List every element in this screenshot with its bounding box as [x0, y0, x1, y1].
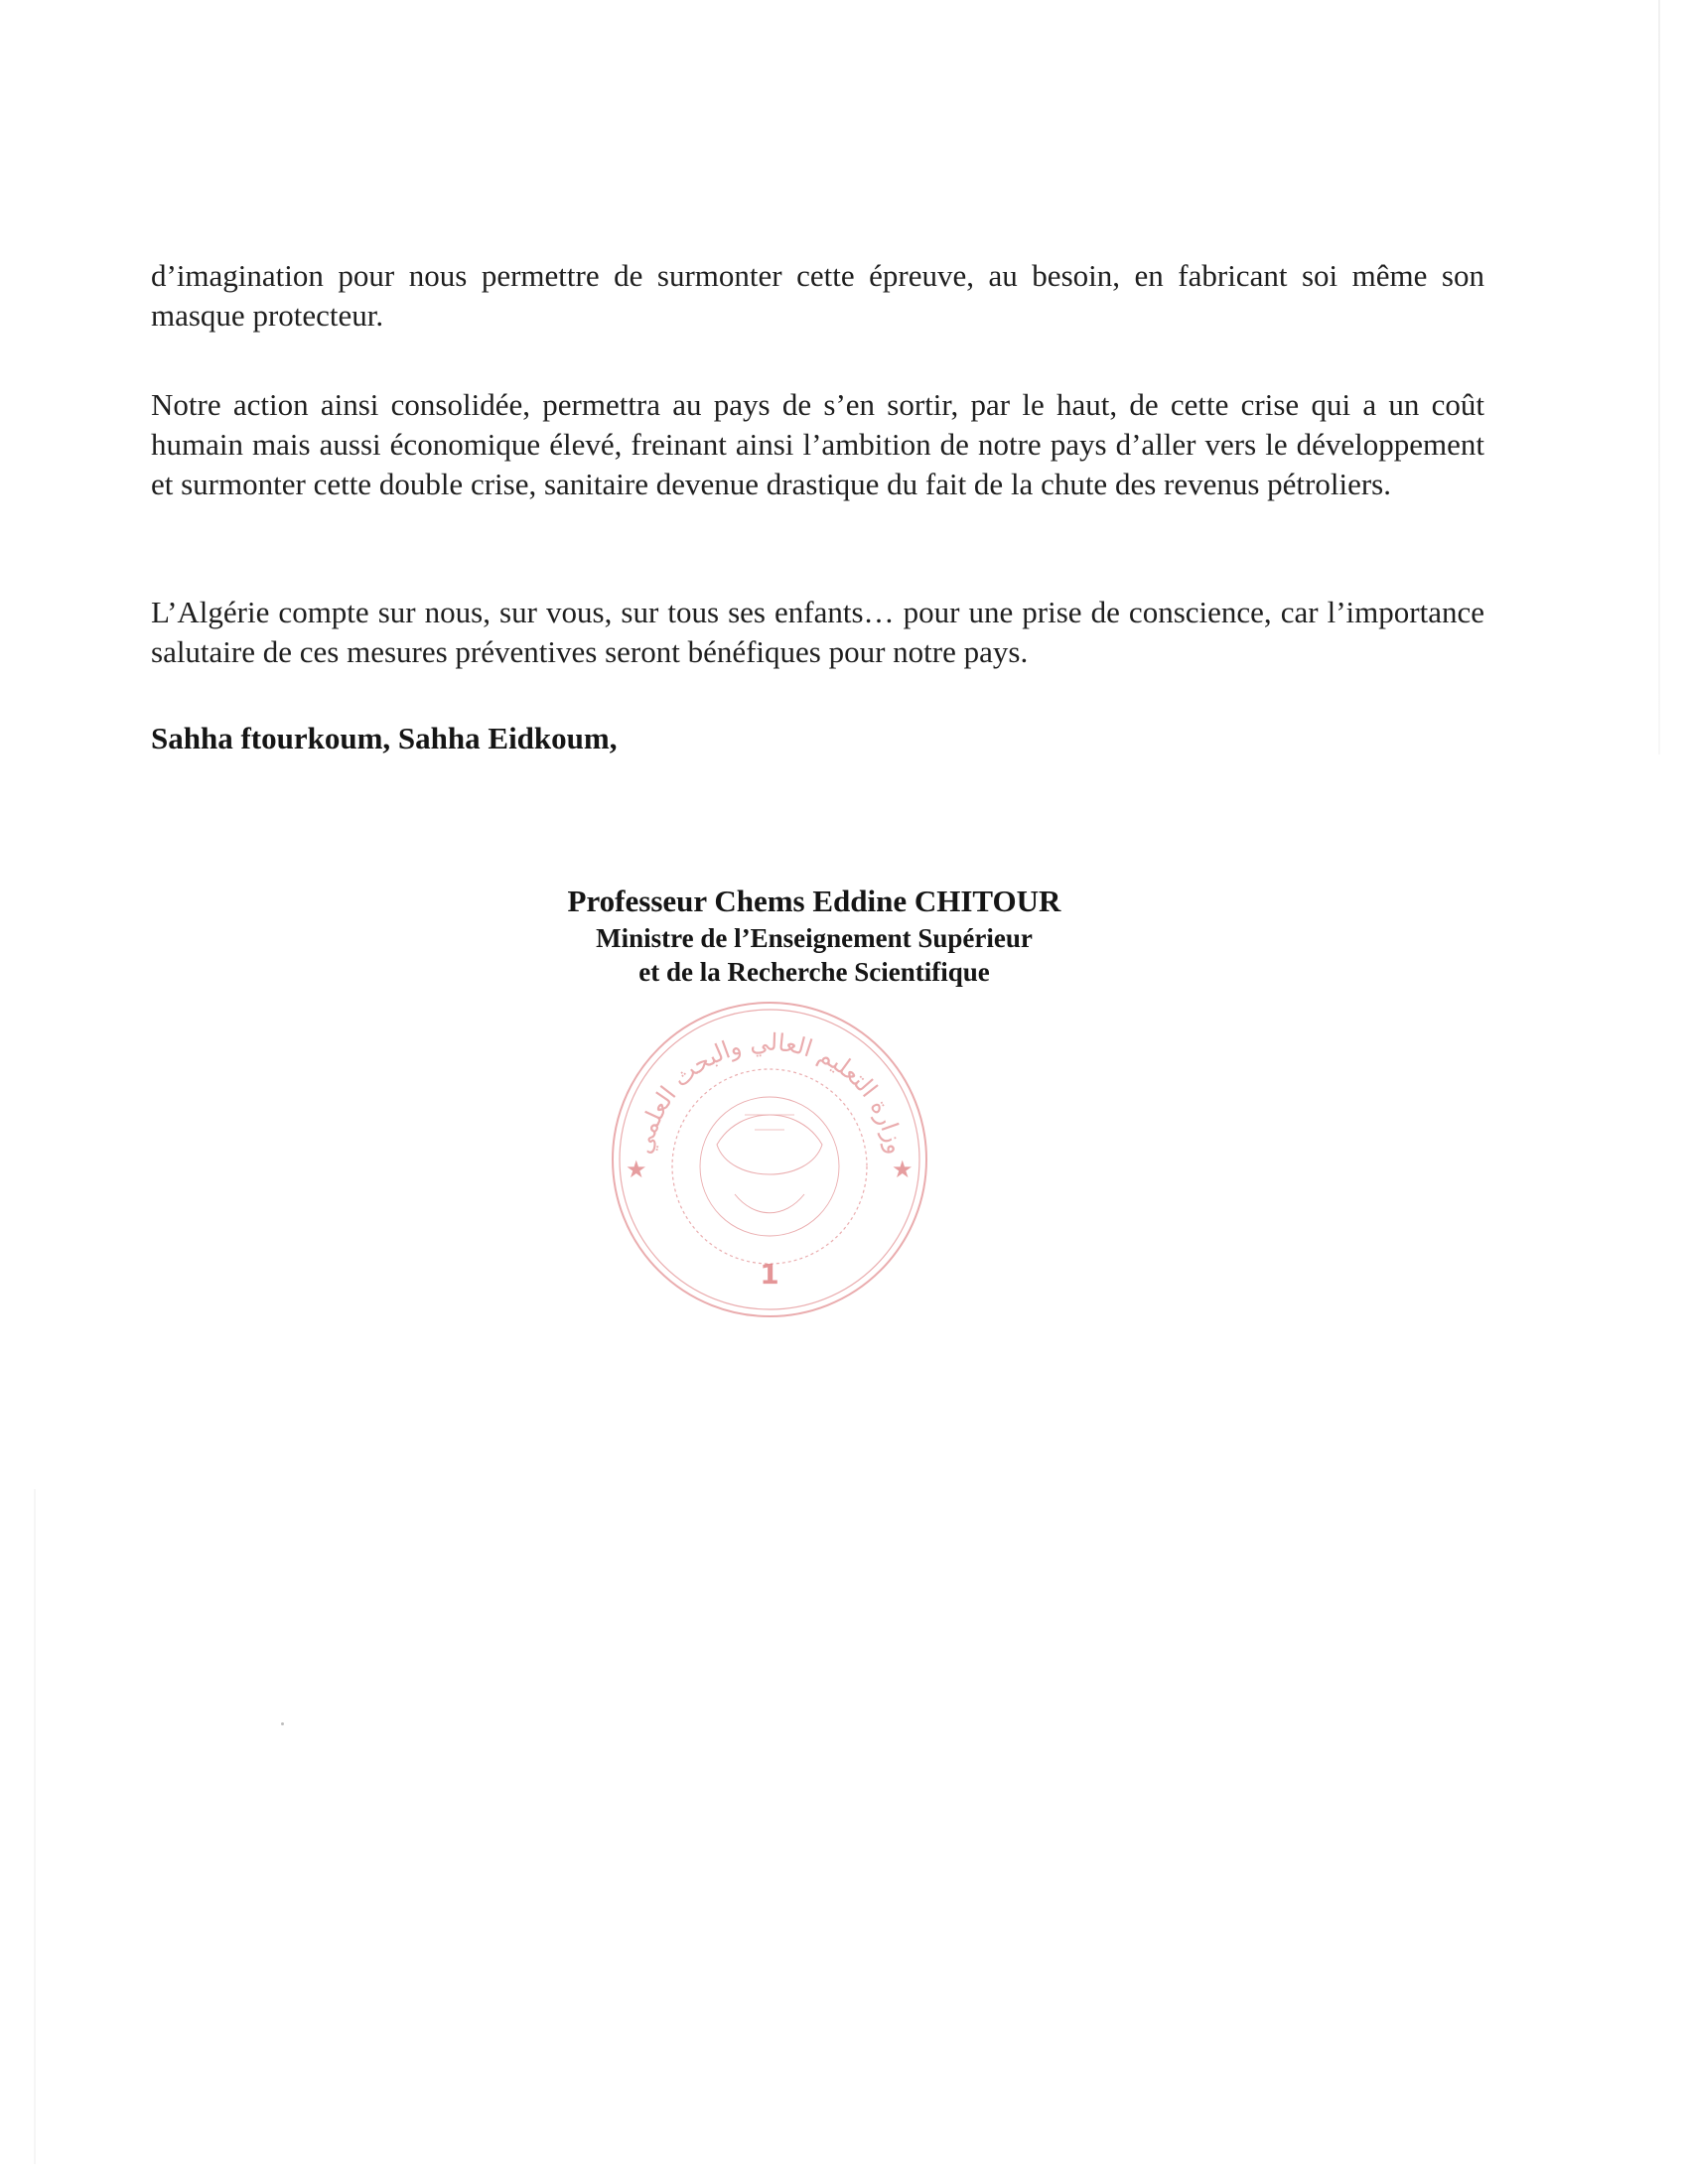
paragraph-2: Notre action ainsi consolidée, permettra au pays de s’en sortir, par le haut, de cette crise qui a un coût humain mais aussi économique élevé, freinant ainsi l’ambition de notre pays d’aller vers le développement et surmonter cette double crise, sanitaire devenue drastique du fait de la chute des revenus pétroliers. — [151, 387, 1484, 501]
stamp-star-right-icon: ★ — [892, 1156, 914, 1183]
stamp-arc-text: وزارة التعليم العالي والبحث العلمي — [629, 1027, 910, 1157]
paragraph-3: L’Algérie compte sur nous, sur vous, sur tous ses enfants… pour une prise de conscience, car l’importance salutaire de ces mesures préventives seront bénéfiques pour notre pays. — [151, 595, 1484, 669]
stamp-star-left-icon: ★ — [626, 1156, 647, 1183]
scan-speck — [281, 1722, 284, 1725]
signature-block — [477, 882, 1152, 989]
signatory-title-line-2: et de la Recherche Scientifique — [638, 957, 990, 987]
closing-greeting: Sahha ftourkoum, Sahha Eidkoum, — [151, 721, 618, 755]
official-stamp — [606, 996, 933, 1323]
scan-edge — [34, 1489, 36, 2164]
signatory-name: Professeur Chems Eddine CHITOUR — [567, 884, 1061, 918]
signatory-title-line-1: Ministre de l’Enseignement Supérieur — [596, 923, 1033, 953]
stamp-number: 1 — [760, 1258, 779, 1291]
paragraph-1: d’imagination pour nous permettre de surmonter cette épreuve, au besoin, en fabricant soi même son masque protecteur. — [151, 258, 1484, 333]
scan-edge — [1658, 0, 1660, 754]
